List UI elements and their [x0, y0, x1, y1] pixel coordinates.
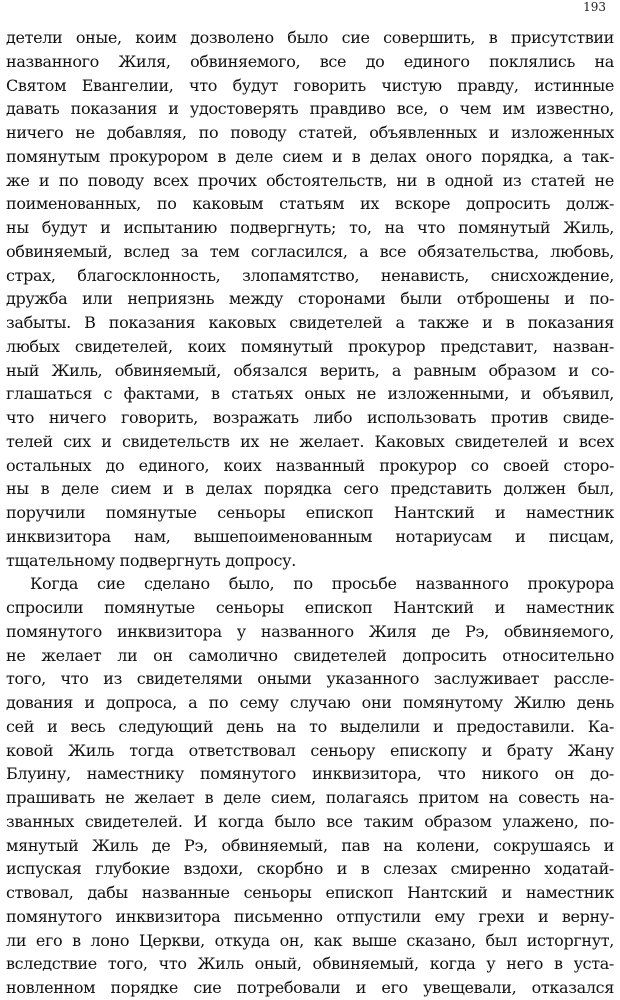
paragraph-end-line: тщательному подвергнуть допросу.	[6, 550, 296, 570]
text-line: помянутым прокурором в деле сием и в делах оного порядка, а так-	[6, 146, 614, 166]
body-text	[6, 26, 614, 1000]
text-line: глашаться с фактами, в статьях оных не изложенными, и объявил,	[6, 384, 614, 404]
text-line: забыты. В показания каковых свидетелей а также и в показания	[6, 313, 614, 332]
text-line: давать показания и удостоверять правдиво все, о чем им известно,	[6, 99, 614, 119]
text-line: названного Жиля, обвиняемого, все до единого поклялись на	[6, 51, 614, 71]
text-line: Святом Евангелии, что будут говорить чистую правду, истинные	[6, 75, 614, 95]
text-line: вследствие того, что Жиль оный, обвиняемый, когда у него в уста-	[6, 954, 614, 974]
text-line: инквизитора нам, вышепоименованным нотариусам и писцам,	[6, 526, 614, 546]
text-line: телей сих и свидетельств их не желает. Каковых свидетелей и всех	[6, 431, 614, 451]
text-line: страх, благосклонность, злопамятство, ненависть, снисхождение,	[6, 265, 614, 285]
paragraph-start-line: Когда сие сделано было, по просьбе названного прокурора	[30, 574, 614, 594]
text-line: ковой Жиль тогда ответствовал сеньору епископу и брату Жану	[6, 740, 614, 760]
text-line: мянутый Жиль де Рэ, обвиняемый, пав на колени, сокрушаясь и	[6, 835, 614, 855]
text-line: испуская глубокие вздохи, скорбно и в слезах смиренно ходатай-	[6, 859, 614, 879]
text-line: ны в деле сием и в делах порядка сего представить должен был,	[6, 479, 614, 499]
text-line: званных свидетелей. И когда было все таким образом улажено, по-	[6, 811, 614, 831]
text-line: дружба или неприязнь между сторонами были отброшены и по-	[6, 289, 614, 309]
text-line: спросили помянутые сеньоры епископ Нантский и наместник	[6, 598, 614, 617]
text-line: дования и допроса, а по сему случаю они помянутому Жилю день	[6, 693, 614, 712]
text-line: ли его в лоно Церкви, откуда он, как выше сказано, был исторгнут,	[6, 930, 614, 950]
text-line: любых свидетелей, коих помянутый прокурор представит, назван-	[6, 336, 614, 356]
text-line: поручили помянутые сеньоры епископ Нантский и наместник	[6, 503, 614, 522]
text-line: Блуину, наместнику помянутого инквизитора, что никого он до-	[6, 764, 614, 784]
text-line: того, что из свидетелями оными указанного заслуживает рассле-	[6, 669, 614, 689]
text-line: обвиняемый, вслед за тем согласился, а все обязательства, любовь,	[6, 241, 614, 261]
text-line: новленном порядке сие потребовали и его увещевали, отказался	[6, 978, 614, 997]
text-line: ны будут и испытанию подвергнуть; то, на что помянутый Жиль,	[6, 218, 614, 237]
text-line: сей и весь следующий день на то выделили и предоставили. Ка-	[6, 716, 614, 736]
text-line: детели оные, коим дозволено было сие совершить, в присутствии	[6, 28, 614, 47]
text-line: не желает ли он самолично свидетелей допросить относительно	[6, 645, 614, 665]
text-line: помянутого инквизитора письменно отпустили ему грехи и верну-	[6, 906, 614, 926]
text-line: помянутого инквизитора у названного Жиля де Рэ, обвиняемого,	[6, 621, 614, 641]
text-line: прашивать не желает в деле сием, полагаясь притом на совесть на-	[6, 788, 614, 807]
text-line: остальных до единого, коих названный прокурор со своей сторо-	[6, 455, 614, 475]
text-line: же и по поводу всех прочих обстоятельств, ни в одной из статей не	[6, 170, 614, 190]
text-line: ствовал, дабы названные сеньоры епископ Нантский и наместник	[6, 883, 614, 902]
text-line: что ничего говорить, возражать либо использовать против свиде-	[6, 408, 614, 427]
text-line: ничего не добавляя, по поводу статей, объявленных и изложенных	[6, 123, 614, 142]
text-line: ный Жиль, обвиняемый, обязался верить, а равным образом и со-	[6, 360, 614, 380]
text-line: поименованных, по каковым статьям их вскоре допросить долж-	[6, 194, 614, 214]
page-number: 193	[583, 0, 606, 14]
